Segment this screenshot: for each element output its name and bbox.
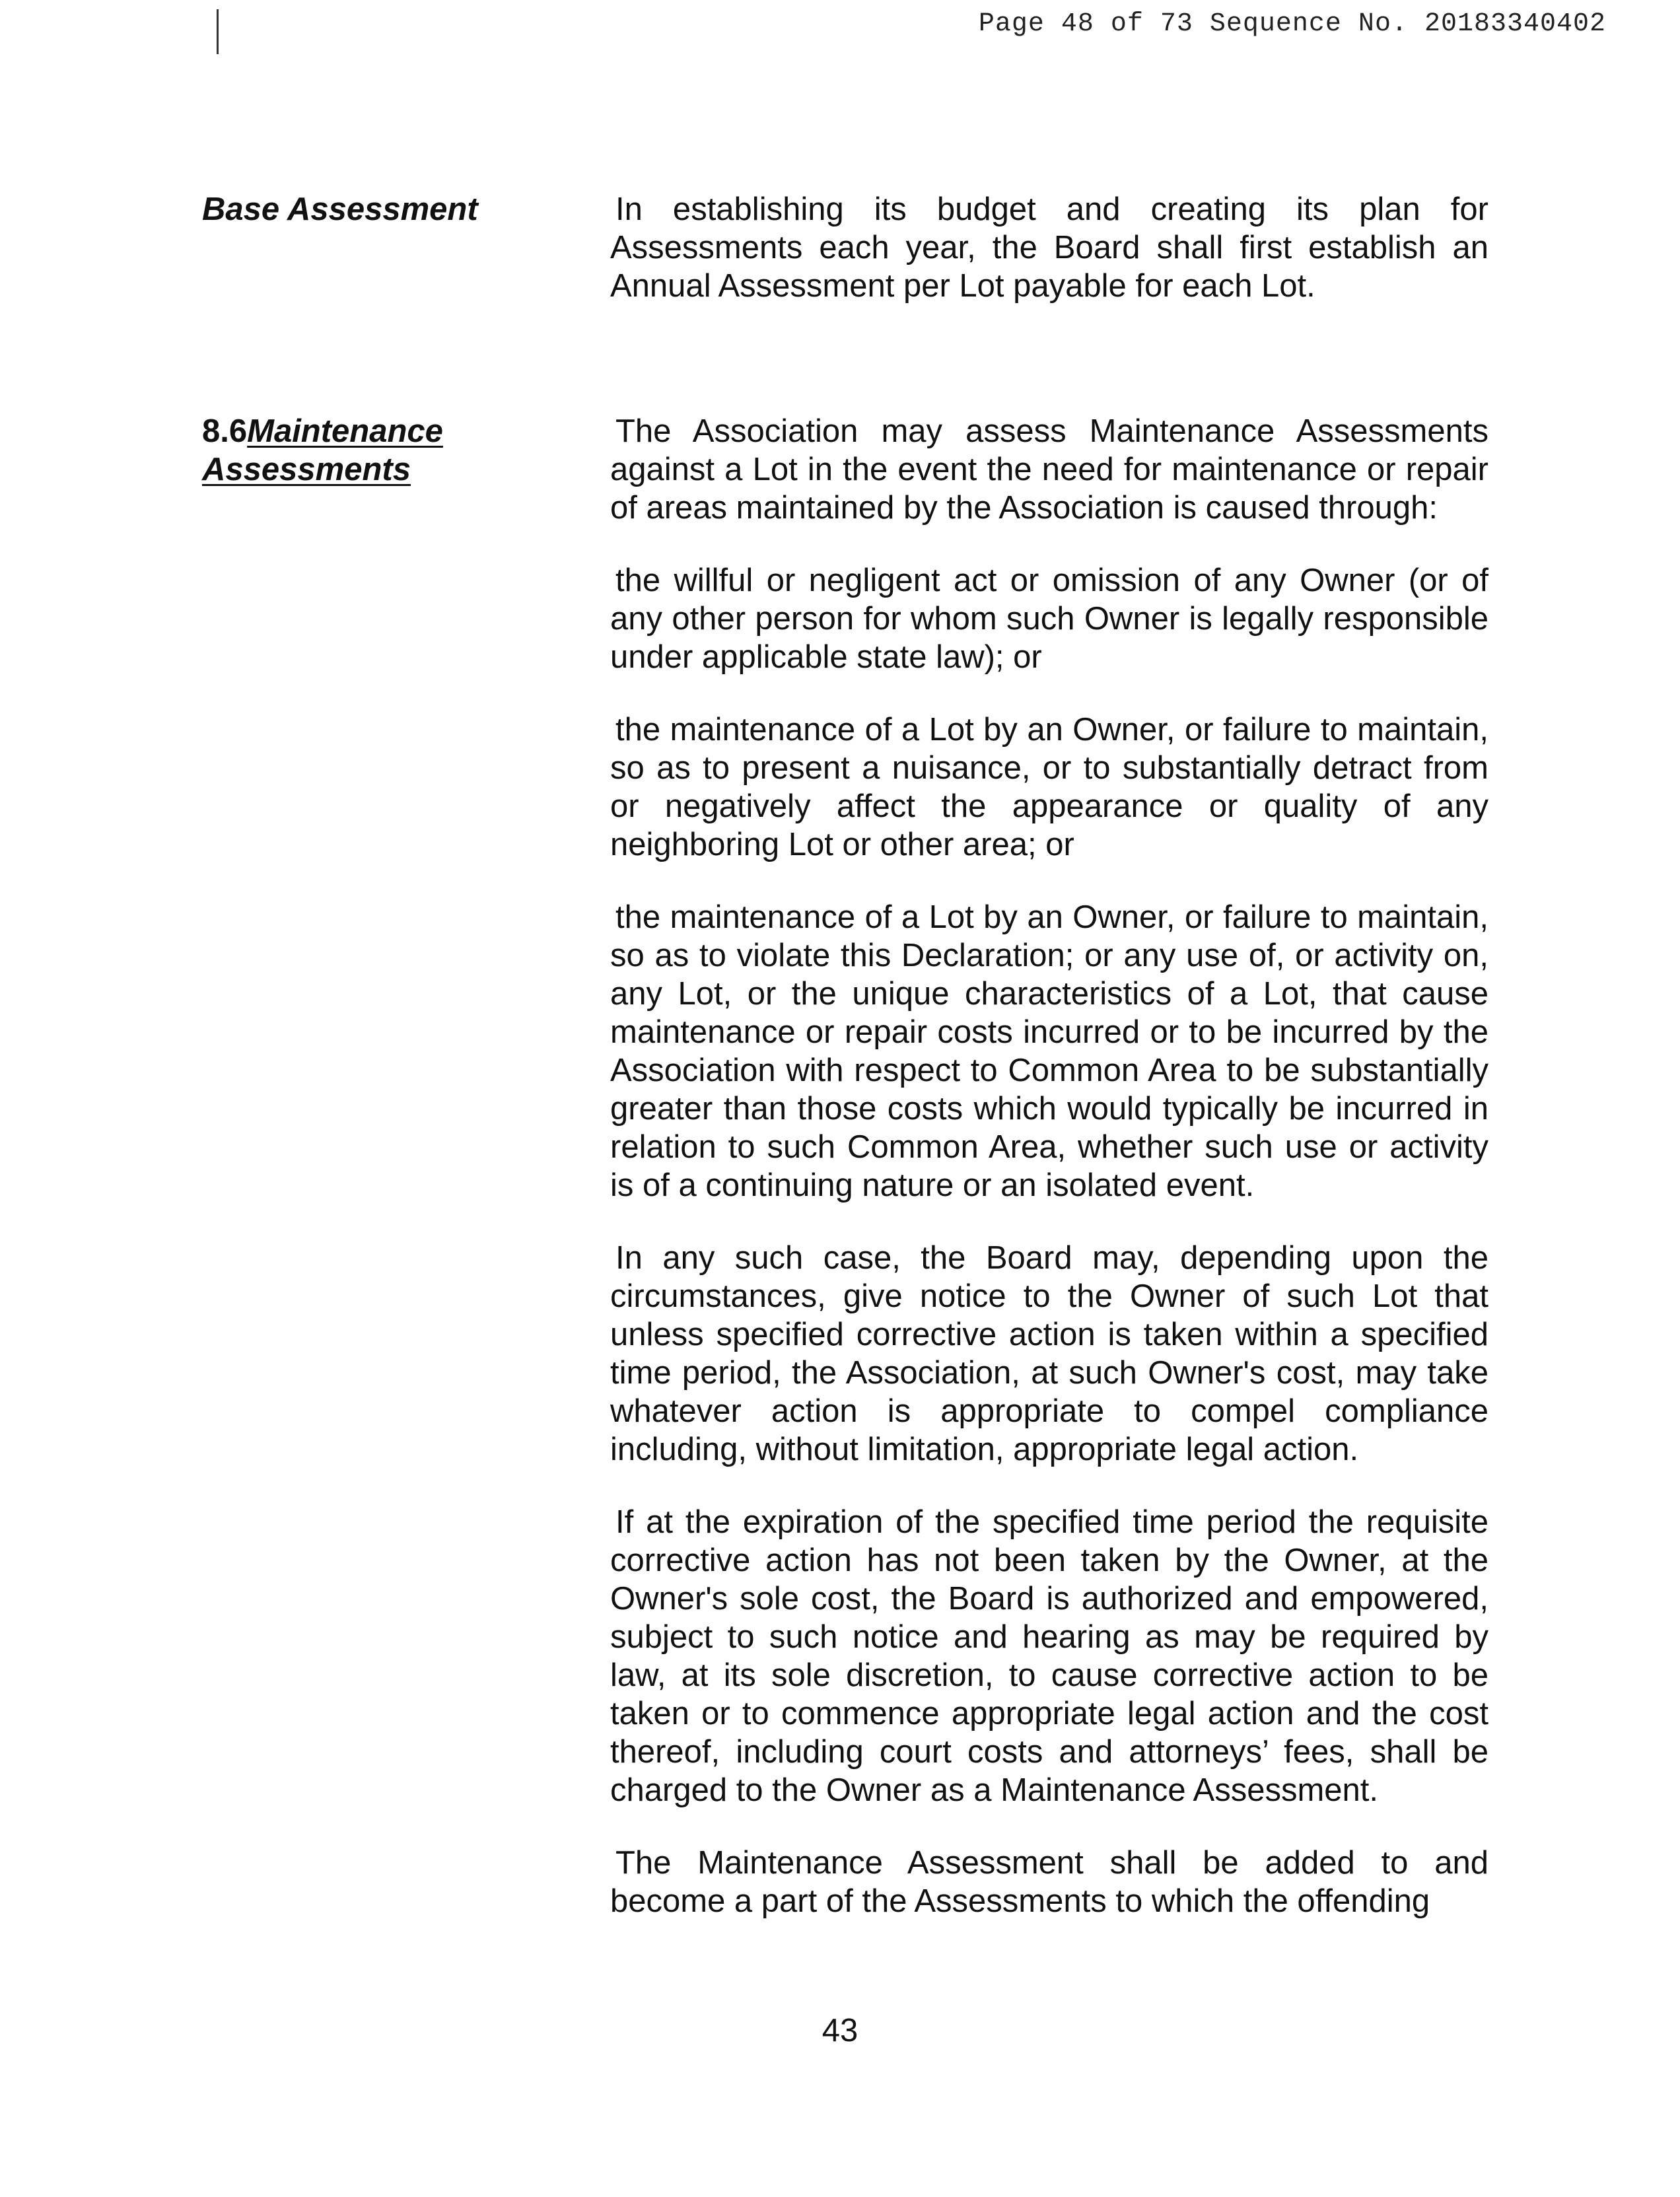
maintenance-heading-line1: Maintenance: [247, 413, 443, 449]
maintenance-paragraph-corrective-action: If at the expiration of the specified time period the requisite corrective action has not been taken by the Owner, at the Owner's sole cost, the Board is authorized and empowered, subject to such notice and hearing as may be required by law, at its sole discretion, to cause corrective action to be taken or to commence appropriate legal action and the cost thereof, including court costs and attorneys’ fees, shall be charged to the Owner as a Maintenance Assessment.: [610, 1504, 1488, 1808]
maintenance-paragraph-willful-act: the willful or negligent act or omission of any Owner (or of any other person for whom such Owner is legally responsible under applicable state law); or: [610, 563, 1488, 675]
maintenance-paragraph-added-to-assessments: The Maintenance Assessment shall be added to and become a part of the Assessments to which the offending: [610, 1845, 1488, 1919]
maintenance-paragraph-nuisance: the maintenance of a Lot by an Owner, or failure to maintain, so as to present a nuisance, or to substantially detract from or negatively affect the appearance or quality of any neighboring Lot or other area; or: [610, 712, 1488, 862]
page-sequence-header: Page 48 of 73 Sequence No. 20183340402: [978, 9, 1606, 39]
maintenance-heading-line2: Assessments: [202, 452, 411, 487]
base-assessment-heading: [202, 190, 493, 228]
maintenance-assessments-body: [610, 412, 1488, 1955]
maintenance-paragraph-notice: In any such case, the Board may, depending upon the circumstances, give notice to the Owner of such Lot that unless specified corrective action is taken within a specified time period, the Association, at such Owner's cost, may take whatever action is appropriate to compel compliance including, without limitation, appropriate legal action.: [610, 1240, 1488, 1467]
page-number: 43: [822, 2013, 858, 2048]
base-assessment-body: [610, 190, 1488, 339]
maintenance-assessments-heading: [202, 412, 493, 489]
section-number: 8.6: [202, 413, 248, 449]
base-assessment-heading-text: Base Assessment: [202, 192, 478, 227]
base-assessment-paragraph: In establishing its budget and creating its plan for Assessments each year, the Board shall first establish an Annual Assessment per Lot payable for each Lot.: [610, 192, 1488, 304]
maintenance-paragraph-intro: The Association may assess Maintenance Assessments against a Lot in the event the need for maintenance or repair of areas maintained by the Association is caused through:: [610, 413, 1488, 526]
maintenance-paragraph-violation: the maintenance of a Lot by an Owner, or failure to maintain, so as to violate this Declaration; or any use of, or activity on, any Lot, or the unique characteristics of a Lot, that cause maintenance or repair costs incurred or to be incurred by the Association with respect to Common Area to be substantially greater than those costs which would typically be incurred in relation to such Common Area, whether such use or activity is of a continuing nature or an isolated event.: [610, 899, 1488, 1203]
scan-artifact-mark: [217, 9, 219, 54]
